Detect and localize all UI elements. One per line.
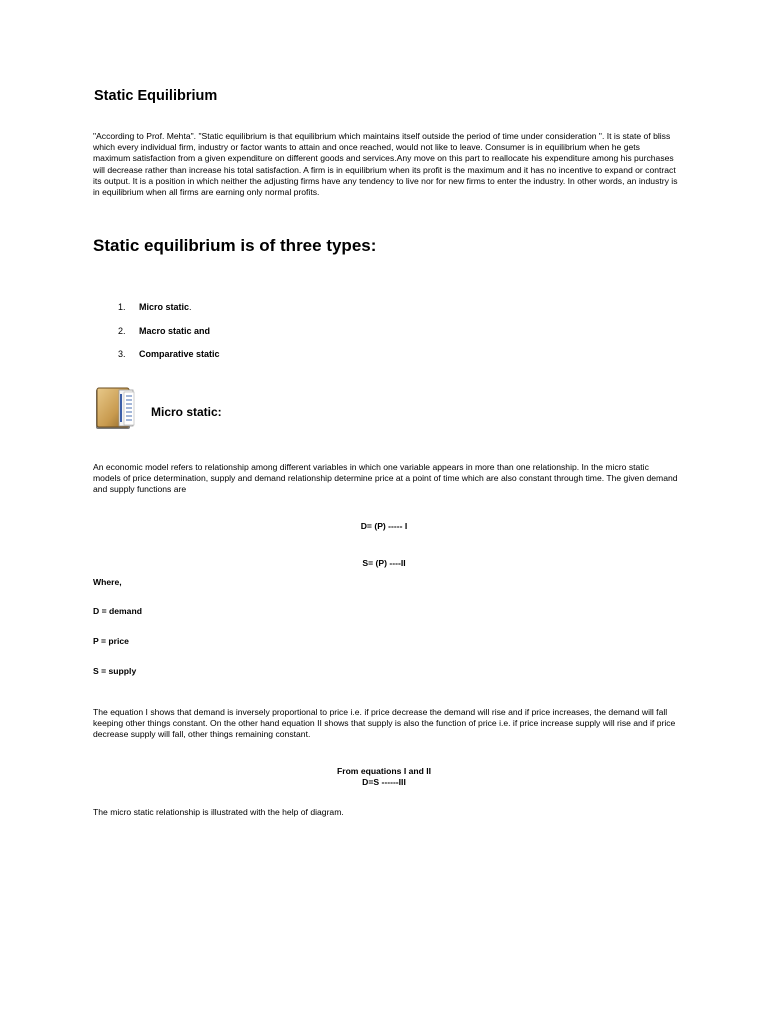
micro-static-heading: Micro static: <box>151 405 222 419</box>
list-item <box>118 302 220 326</box>
equation-combined <box>93 766 675 788</box>
page-title: Static Equilibrium <box>94 88 218 104</box>
list-item <box>118 349 220 373</box>
book-icon <box>95 386 137 430</box>
list-number: 2. <box>118 325 126 336</box>
list-number: 3. <box>118 349 126 359</box>
explanation-paragraph: The equation I shows that demand is inversely proportional to price i.e. if price decrease the demand will rise and if price increases, the demand will fall keeping other things constant. On the other hand equation II shows that supply is also the function of price i.e. if price increase supply will rise and if price decrease supply will fall, other things remaining constant. <box>93 707 676 740</box>
list-item <box>118 326 220 350</box>
equation-supply: S= (P) ----II <box>362 558 406 568</box>
closing-paragraph: The micro static relationship is illustrated with the help of diagram. <box>93 807 344 817</box>
equation-demand: D= (P) ----- I <box>360 521 408 531</box>
intro-paragraph: "According to Prof. Mehta". "Static equilibrium is that equilibrium which maintains itself outside the period of time under consideration ". It is state of bliss which every individual firm, industry or factor wants to attain and once reached, would not like to leave. Consumer is in equilibrium when he gets maximum satisfaction from a given expenditure on different goods and services.Any move on this part to reallocate his expenditure among his purchases will decrease rather than increase his total satisfaction. A firm is in equilibrium when its profit is the maximum and it has no incentive to expand or contract its output. It is a position in which neither the adjusting firms have any tendency to live nor for new firms to enter the industry. In other words, an industry is in equilibrium when all firms are earning only normal profits. <box>93 131 678 198</box>
types-heading: Static equilibrium is of three types: <box>93 236 377 255</box>
where-label: Where, <box>93 577 122 587</box>
list-label: Macro static and <box>139 325 211 336</box>
equation-equilibrium: D=S ------III <box>362 777 406 787</box>
definition-supply: S = supply <box>93 666 137 676</box>
definition-price: P = price <box>93 636 129 646</box>
from-equations-label: From equations I and II <box>336 766 432 776</box>
list-label: Micro static <box>139 302 190 312</box>
list-number: 1. <box>118 302 126 312</box>
definition-demand: D = demand <box>93 606 142 616</box>
list-suffix: . <box>189 302 192 312</box>
list-label: Comparative static <box>139 349 220 359</box>
micro-static-paragraph: An economic model refers to relationship among different variables in which one variable appears in more than one relationship. In the micro static models of price determination, supply and demand relationship determine price at a point of time which are also constant through time. The given demand and supply functions are <box>93 462 678 495</box>
types-list <box>118 302 220 373</box>
